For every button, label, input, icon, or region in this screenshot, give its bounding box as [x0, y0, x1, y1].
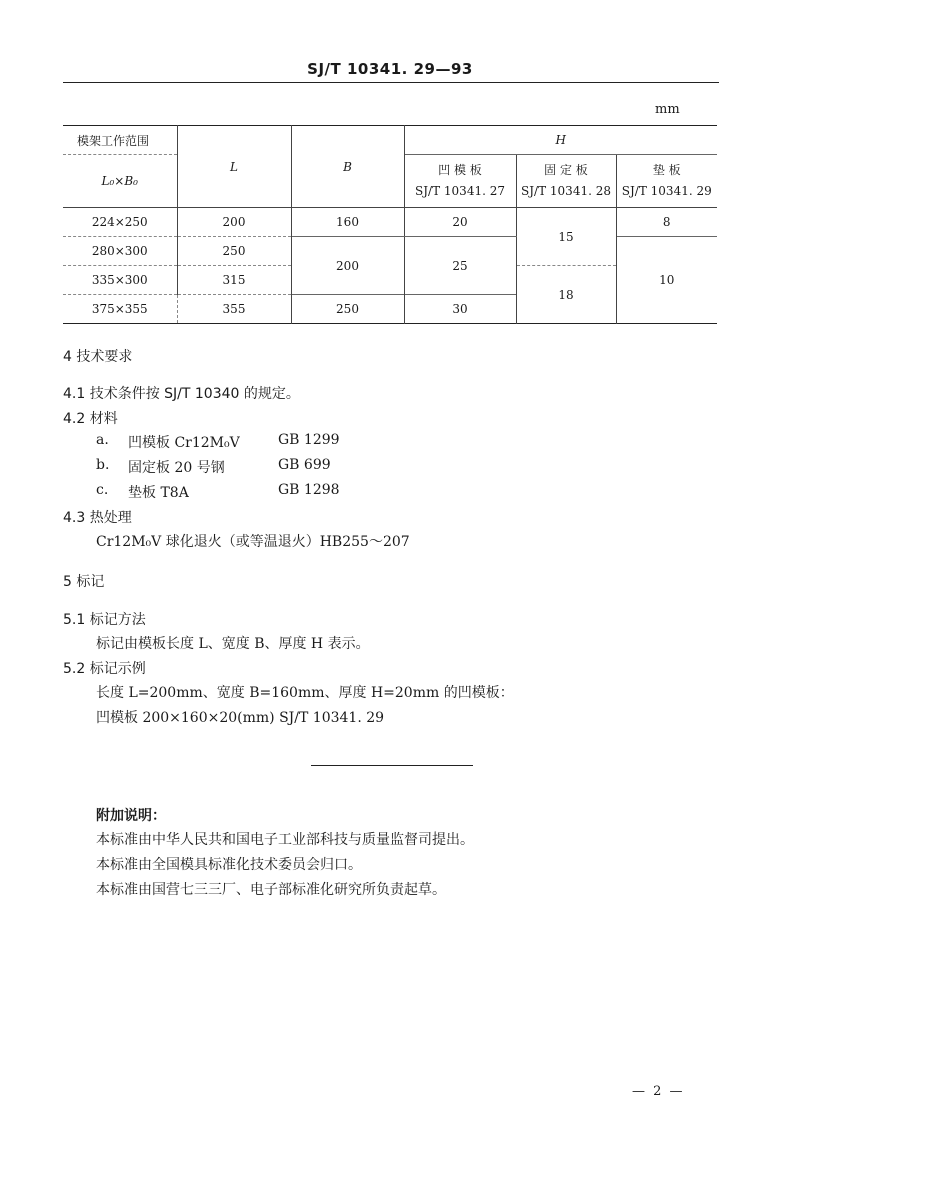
section-4-1: 4.1 技术条件按 SJ/T 10340 的规定。: [63, 386, 300, 402]
cell-h1: 30: [404, 295, 516, 324]
h-col-backing-std: SJ/T 10341. 29: [621, 184, 712, 198]
h-col-die-name: 凹 模 板: [438, 163, 482, 177]
cell-l: 315: [177, 266, 291, 295]
material-b-name: 固定板 20 号钢: [128, 460, 225, 476]
cell-h3: 8: [616, 208, 717, 237]
cell-l: 200: [177, 208, 291, 237]
cell-l: 355: [177, 295, 291, 324]
material-a-index: a.: [96, 432, 109, 448]
material-a-std: GB 1299: [278, 432, 340, 448]
notes-title: 附加说明：: [96, 808, 166, 824]
h-symbol: H: [555, 133, 566, 147]
material-b-index: b.: [96, 457, 110, 473]
l-symbol: L: [230, 159, 238, 174]
notes-line-1: 本标准由中华人民共和国电子工业部科技与质量监督司提出。: [96, 832, 474, 848]
unit-label: mm: [655, 102, 680, 117]
cell-h1: 20: [404, 208, 516, 237]
section-5-2: 5.2 标记示例: [63, 661, 146, 677]
material-c-std: GB 1298: [278, 482, 340, 498]
section-4-2: 4.2 材料: [63, 411, 118, 427]
notes-line-2: 本标准由全国模具标准化技术委员会归口。: [96, 857, 362, 873]
dimension-table: [63, 125, 717, 324]
h-col-fixed-std: SJ/T 10341. 28: [521, 184, 611, 198]
cell-range: 280×300: [63, 237, 177, 266]
material-b-std: GB 699: [278, 457, 331, 473]
marking-method-text: 标记由模板长度 L、宽度 B、厚度 H 表示。: [96, 636, 370, 652]
material-c-index: c.: [96, 482, 109, 498]
section-5-1: 5.1 标记方法: [63, 612, 146, 628]
section-4-title: 4 技术要求: [63, 349, 133, 365]
b-symbol: B: [343, 159, 352, 174]
cell-b: 160: [291, 208, 404, 237]
col-l-header: [177, 126, 291, 208]
standard-header: SJ/T 10341. 29—93: [307, 60, 473, 78]
notes-line-3: 本标准由国营七三三厂、电子部标准化研究所负责起草。: [96, 882, 446, 898]
section-5-title: 5 标记: [63, 574, 105, 590]
cell-range: 375×355: [63, 295, 177, 324]
cell-h1: 25: [404, 237, 516, 295]
h-col-die-std: SJ/T 10341. 27: [415, 184, 505, 198]
material-c-name: 垫板 T8A: [128, 485, 189, 501]
h-col-backing: [616, 155, 717, 208]
col-h-header: [404, 126, 717, 155]
marking-example-text1: 长度 L=200mm、宽度 B=160mm、厚度 H=20mm 的凹模板：: [96, 685, 514, 701]
col-b-header: [291, 126, 404, 208]
end-rule: [311, 765, 473, 766]
range-header: 模架工作范围: [63, 126, 177, 155]
h-col-backing-name: 垫 板: [652, 163, 681, 177]
range-subheader: L₀×B₀: [63, 155, 177, 208]
header-rule: [63, 82, 719, 83]
cell-h2: 15: [516, 208, 616, 266]
material-a-name: 凹模板 Cr12M₀V: [128, 435, 240, 451]
cell-h2: 18: [516, 266, 616, 324]
cell-l: 250: [177, 237, 291, 266]
cell-b: 200: [291, 237, 404, 295]
h-col-fixed-name: 固 定 板: [544, 163, 588, 177]
table-row: [63, 237, 717, 266]
marking-example-text2: 凹模板 200×160×20(mm) SJ/T 10341. 29: [96, 710, 385, 726]
cell-b: 250: [291, 295, 404, 324]
section-4-3: 4.3 热处理: [63, 510, 132, 526]
table-row: [63, 208, 717, 237]
h-col-fixed: [516, 155, 616, 208]
page-number: — 2 —: [632, 1084, 685, 1099]
cell-range: 335×300: [63, 266, 177, 295]
heat-treatment-text: Cr12M₀V 球化退火（或等温退火）HB255～207: [96, 534, 410, 550]
h-col-die: [404, 155, 516, 208]
cell-range: 224×250: [63, 208, 177, 237]
cell-h3: 10: [659, 273, 675, 287]
